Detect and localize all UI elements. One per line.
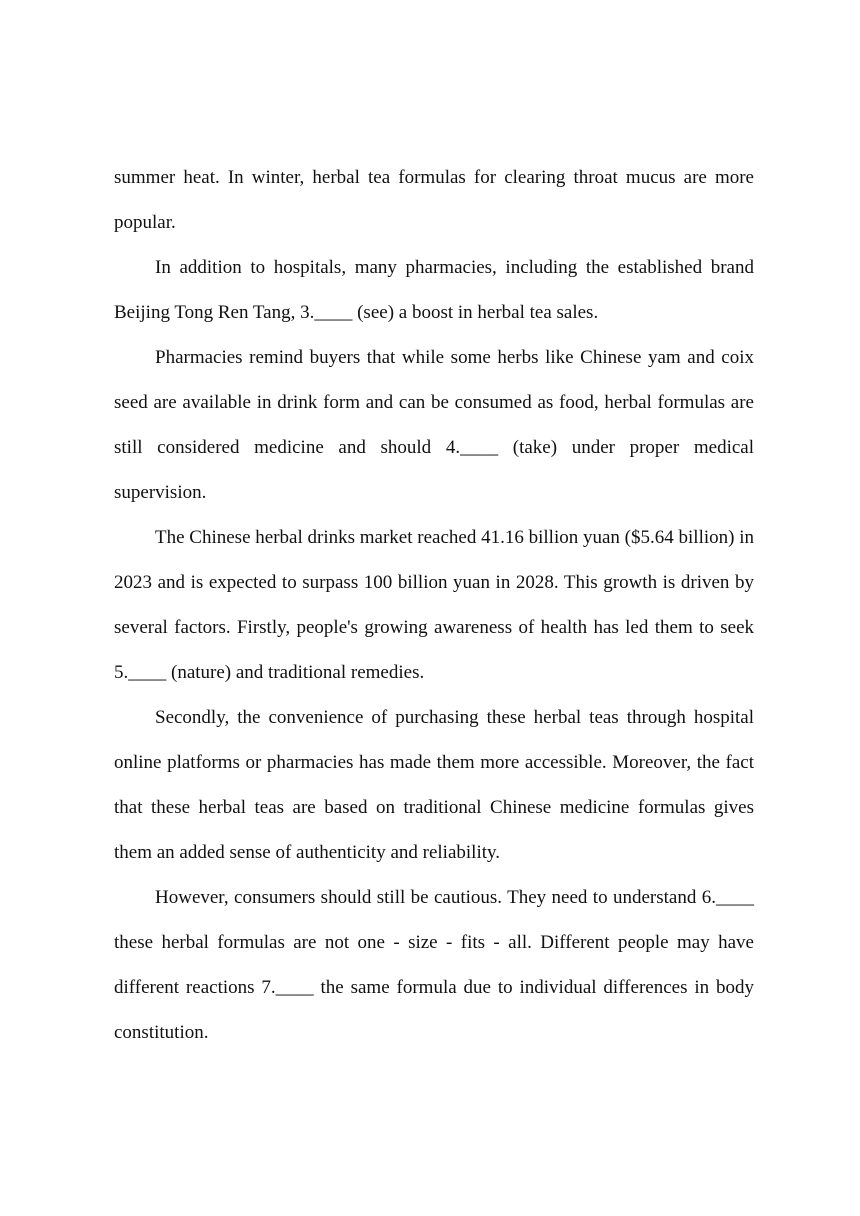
document-body <box>114 155 754 1055</box>
paragraph-pharmacies-sales: In addition to hospitals, many pharmacies, including the established brand Beijing Tong Ren Tang, 3.____ (see) a boost in herbal tea sales. <box>114 257 754 323</box>
paragraph-market-growth: The Chinese herbal drinks market reached 41.16 billion yuan ($5.64 billion) in 2023 and is expected to surpass 100 billion yuan in 2028. This growth is driven by several factors. Firstly, people's growing awareness of health has led them to seek 5.____ (nature) and traditional remedies. <box>114 527 754 683</box>
paragraph-pharmacies-remind: Pharmacies remind buyers that while some herbs like Chinese yam and coix seed are available in drink form and can be consumed as food, herbal formulas are still considered medicine and should 4.____ (take) under proper medical supervision. <box>114 347 754 503</box>
paragraph-summer-heat: summer heat. In winter, herbal tea formulas for clearing throat mucus are more popular. <box>114 167 754 233</box>
paragraph-convenience: Secondly, the convenience of purchasing these herbal teas through hospital online platforms or pharmacies has made them more accessible. Moreover, the fact that these herbal teas are based on traditional Chinese medicine formulas gives them an added sense of authenticity and reliability. <box>114 707 754 863</box>
paragraph-caution: However, consumers should still be cautious. They need to understand 6.____ these herbal formulas are not one - size - fits - all. Different people may have different reactions 7.____ the same formula due to individual differences in body constitution. <box>114 887 754 1043</box>
